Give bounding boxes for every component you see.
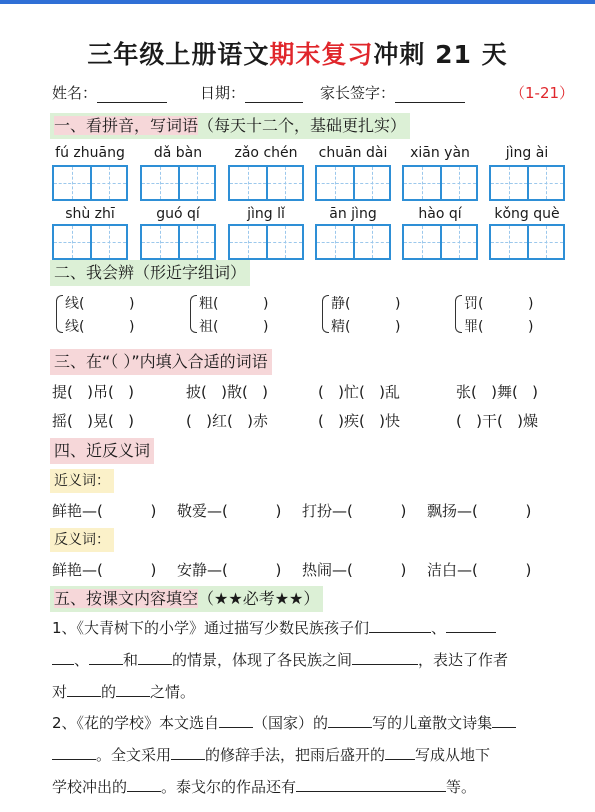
pinyin-label: guó qí <box>156 206 200 222</box>
writing-box-pair[interactable] <box>140 165 216 201</box>
q1-text-8: 的 <box>101 683 117 701</box>
q1-text-4: 和 <box>123 651 139 669</box>
section-5-note: （★★必考★★） <box>198 589 320 608</box>
q2-text-7: 学校冲出的 <box>52 778 128 796</box>
q1-text-3: 、 <box>74 651 90 669</box>
writing-cell[interactable] <box>491 226 527 258</box>
writing-cell[interactable] <box>230 167 266 199</box>
writing-cell[interactable] <box>142 226 178 258</box>
brace-mark <box>190 295 197 333</box>
page-title <box>0 38 595 72</box>
character-group <box>56 293 181 337</box>
q1-text-7: 对 <box>52 683 68 701</box>
fill-in-item[interactable]: ( )忙( )乱 <box>318 383 401 401</box>
character-group <box>190 293 315 337</box>
name-field[interactable] <box>52 82 167 103</box>
character-blank-a[interactable]: 粗( ) <box>199 296 269 312</box>
writing-box-pair[interactable] <box>489 224 565 260</box>
q2-blank-5[interactable] <box>171 744 205 760</box>
writing-cell[interactable] <box>440 167 476 199</box>
antonyms-label: 反义词： <box>50 528 114 552</box>
pinyin-label: hào qí <box>418 206 462 222</box>
antonym-item[interactable]: 鲜艳—( ) <box>52 561 157 579</box>
character-blank-b[interactable]: 罪( ) <box>464 319 534 335</box>
writing-cell[interactable] <box>491 167 527 199</box>
q2-blank-6[interactable] <box>385 744 415 760</box>
character-blank-a[interactable]: 静( ) <box>331 296 401 312</box>
pinyin-label: fú zhuāng <box>55 145 125 161</box>
brace-mark <box>56 295 63 333</box>
pinyin-label: jìng ài <box>505 145 549 161</box>
writing-cell[interactable] <box>317 226 353 258</box>
name-blank[interactable] <box>97 86 167 103</box>
writing-box-pair[interactable] <box>140 224 216 260</box>
fill-in-item[interactable]: ( )红( )赤 <box>186 412 269 430</box>
writing-box-pair[interactable] <box>228 224 304 260</box>
writing-box-pair[interactable] <box>489 165 565 201</box>
q2-blank-8[interactable] <box>296 776 446 792</box>
q1-blank-3[interactable] <box>52 649 74 665</box>
synonym-item[interactable]: 鲜艳—( ) <box>52 502 157 520</box>
writing-cell[interactable] <box>90 167 126 199</box>
synonym-item[interactable]: 飘扬—( ) <box>427 502 532 520</box>
pinyin-label: kǒng què <box>494 206 560 222</box>
character-blank-b[interactable]: 祖( ) <box>199 319 269 335</box>
day-range: （1-21） <box>510 84 575 102</box>
writing-box-pair[interactable] <box>228 165 304 201</box>
synonym-item[interactable]: 敬爱—( ) <box>177 502 282 520</box>
character-blank-b[interactable]: 精( ) <box>331 319 401 335</box>
character-blank-a[interactable]: 罚( ) <box>464 296 534 312</box>
q2-text-2: （国家）的 <box>253 714 329 732</box>
q1-blank-1[interactable] <box>369 617 431 633</box>
character-group <box>322 293 447 337</box>
title-part-2: 期末复习 <box>269 40 374 69</box>
section-4-heading: 四、近反义词 <box>50 438 154 464</box>
section-5-title: 五、按课文内容填空 <box>54 589 199 608</box>
brace-mark <box>455 295 462 333</box>
pinyin-label: chuān dài <box>318 145 388 161</box>
section-1-title: 一、看拼音，写词语 <box>54 116 199 135</box>
writing-cell[interactable] <box>404 226 440 258</box>
q2-text-3: 写的儿童散文诗集 <box>372 714 493 732</box>
writing-box-pair[interactable] <box>52 224 128 260</box>
writing-cell[interactable] <box>266 226 302 258</box>
pinyin-label: dǎ bàn <box>153 145 203 161</box>
writing-cell[interactable] <box>527 167 563 199</box>
character-group <box>455 293 580 337</box>
writing-box-pair[interactable] <box>315 165 391 201</box>
pinyin-label: xiān yàn <box>410 145 470 161</box>
writing-cell[interactable] <box>440 226 476 258</box>
parent-signature-field[interactable] <box>320 82 465 103</box>
question-2 <box>52 707 572 803</box>
q1-blank-5[interactable] <box>138 649 172 665</box>
writing-cell[interactable] <box>353 226 389 258</box>
antonym-item[interactable]: 安静—( ) <box>177 561 282 579</box>
writing-cell[interactable] <box>527 226 563 258</box>
q1-text-9: 之情。 <box>150 683 196 701</box>
question-1 <box>52 612 572 708</box>
writing-box-pair[interactable] <box>315 224 391 260</box>
q1-text-2: 、 <box>431 619 447 637</box>
fill-in-item[interactable]: 提( )吊( ) <box>52 383 135 401</box>
top-accent-bar <box>0 0 595 4</box>
writing-cell[interactable] <box>230 226 266 258</box>
writing-cell[interactable] <box>353 167 389 199</box>
pinyin-label: jìng lǐ <box>247 206 285 222</box>
q1-blank-7[interactable] <box>67 681 101 697</box>
writing-box-pair[interactable] <box>402 224 478 260</box>
parent-label: 家长签字： <box>320 84 396 102</box>
fill-in-item[interactable]: 摇( )晃( ) <box>52 412 135 430</box>
q1-blank-2[interactable] <box>446 617 496 633</box>
title-part-3: 冲刺 21 天 <box>373 40 508 69</box>
synonym-item[interactable]: 打扮—( ) <box>302 502 407 520</box>
character-blank-b[interactable]: 线( ) <box>65 319 135 335</box>
character-blank-a[interactable]: 线( ) <box>65 296 135 312</box>
q2-text-9: 等。 <box>446 778 477 796</box>
date-blank[interactable] <box>245 86 303 103</box>
section-1-note: （每天十二个，基础更扎实） <box>198 116 407 135</box>
fill-in-item[interactable]: 披( )散( ) <box>186 383 269 401</box>
title-part-1: 三年级上册语文 <box>87 40 270 69</box>
q2-blank-1[interactable] <box>219 712 253 728</box>
synonyms-label: 近义词： <box>50 469 114 493</box>
writing-cell[interactable] <box>266 167 302 199</box>
section-1-heading <box>50 113 410 139</box>
antonym-item[interactable]: 洁白—( ) <box>427 561 532 579</box>
q2-text-1: 2、《花的学校》本文选自 <box>52 714 220 732</box>
q2-blank-7[interactable] <box>127 776 161 792</box>
q2-text-6: 写成从地下 <box>415 746 491 764</box>
pinyin-label: shù zhī <box>65 206 115 222</box>
q2-blank-3[interactable] <box>492 712 516 728</box>
q1-blank-8[interactable] <box>116 681 150 697</box>
fill-in-item[interactable]: 张( )舞( ) <box>456 383 539 401</box>
writing-cell[interactable] <box>90 226 126 258</box>
q2-text-4: 。全文采用 <box>96 746 172 764</box>
date-label: 日期： <box>200 84 246 102</box>
parent-blank[interactable] <box>395 86 465 103</box>
writing-cell[interactable] <box>404 167 440 199</box>
q2-blank-2[interactable] <box>328 712 372 728</box>
writing-cell[interactable] <box>317 167 353 199</box>
q1-blank-4[interactable] <box>89 649 123 665</box>
writing-box-pair[interactable] <box>402 165 478 201</box>
student-info-bar <box>52 82 592 106</box>
writing-cell[interactable] <box>178 226 214 258</box>
q1-blank-6[interactable] <box>352 649 418 665</box>
q2-text-5: 的修辞手法，把雨后盛开的 <box>205 746 386 764</box>
q2-text-8: 。泰戈尔的作品还有 <box>161 778 297 796</box>
writing-cell[interactable] <box>54 167 90 199</box>
writing-box-pair[interactable] <box>52 165 128 201</box>
pinyin-label: zǎo chén <box>234 145 298 161</box>
q1-text-5: 的情景，体现了各民族之间 <box>172 651 353 669</box>
section-5-heading <box>50 586 323 612</box>
section-3-heading: 三、在“（ ）”内填入合适的词语 <box>50 349 272 375</box>
date-field[interactable] <box>200 82 303 103</box>
name-label: 姓名： <box>52 84 98 102</box>
q1-text-6: ，表达了作者 <box>418 651 509 669</box>
q2-blank-4[interactable] <box>52 744 96 760</box>
writing-cell[interactable] <box>142 167 178 199</box>
pinyin-label: ān jìng <box>329 206 377 222</box>
q1-text-1: 1、《大青树下的小学》通过描写少数民族孩子们 <box>52 619 370 637</box>
brace-mark <box>322 295 329 333</box>
fill-in-item[interactable]: ( )疾( )快 <box>318 412 401 430</box>
section-2-heading: 二、我会辨（形近字组词） <box>50 260 250 286</box>
fill-in-item[interactable]: ( )干( )燥 <box>456 412 539 430</box>
antonym-item[interactable]: 热闹—( ) <box>302 561 407 579</box>
writing-cell[interactable] <box>54 226 90 258</box>
writing-cell[interactable] <box>178 167 214 199</box>
